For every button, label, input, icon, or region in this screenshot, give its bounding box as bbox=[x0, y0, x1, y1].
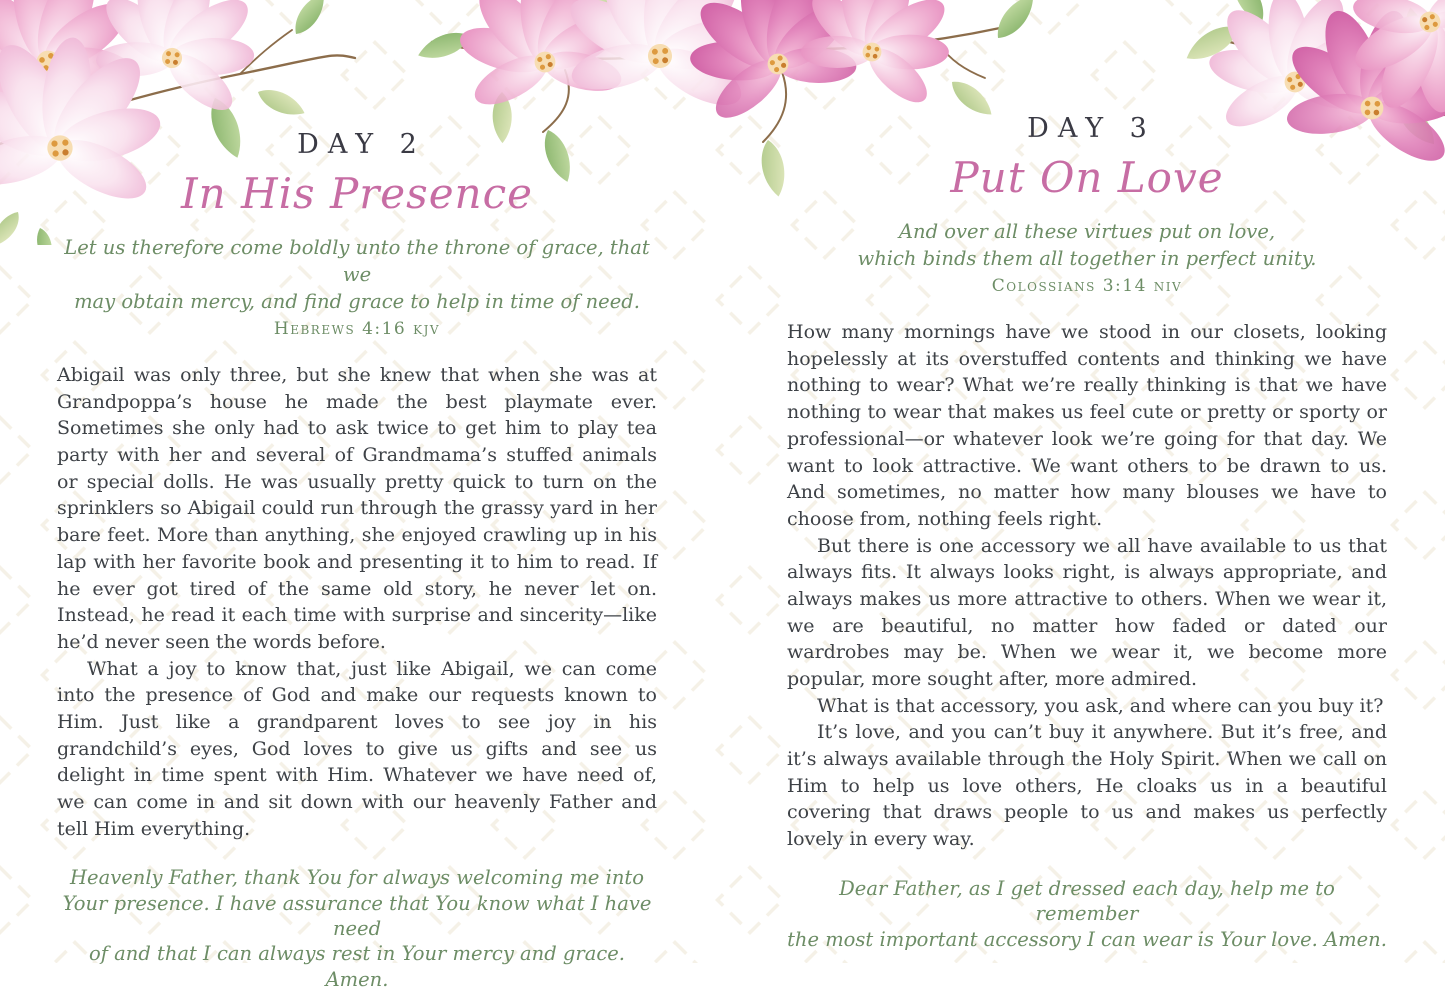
paragraph: How many mornings have we stood in our closets, looking hopelessly at its overstuffed contents and thinking we have nothing to wear? What we’re really thinking is that we have nothing to wear that makes us feel cute or pretty or sporty or professional—or whatever look we’re going for that day. We want to look attractive. We want others to be drawn to us. And sometimes, no matter how many blouses we have to choose from, nothing feels right. bbox=[787, 321, 1387, 530]
paragraph: But there is one accessory we all have available to us that always fits. It always looks right, is always appropriate, and always makes us more attractive to others. When we wear it, we are beautiful, no matter how faded or dated our wardrobes may be. When we wear it, we become more popular, more sought after, more admired. bbox=[787, 534, 1387, 691]
paragraph: What a joy to know that, just like Abigail, we can come into the presence of God and make our requests known to Him. Just like a grandparent loves to see joy in his grandchild’s eyes, God loves to give us gifts and see us delight in time spent with Him. Whatever we have need of, we can come in and sit down with our heavenly Father and tell Him everything. bbox=[57, 657, 657, 840]
devotion-title: In His Presence bbox=[181, 169, 533, 218]
scripture-verse bbox=[57, 235, 657, 316]
day-label: DAY 3 bbox=[1027, 113, 1156, 144]
prayer-line: the most important accessory I can wear is Your love. Amen. bbox=[787, 927, 1387, 951]
page-day-3 bbox=[787, 0, 1387, 952]
scripture-reference: Hebrews 4:16 kjv bbox=[273, 319, 441, 340]
prayer-line: Heavenly Father, thank You for always welcoming me into bbox=[70, 866, 644, 890]
scripture-verse bbox=[787, 219, 1387, 273]
devotion-title: Put On Love bbox=[950, 153, 1224, 202]
devotion-body bbox=[787, 319, 1387, 853]
scripture-reference: Colossians 3:14 niv bbox=[991, 276, 1183, 297]
page-day-2 bbox=[57, 0, 657, 992]
paragraph: What is that accessory, you ask, and where can you buy it? bbox=[817, 694, 1384, 717]
closing-prayer bbox=[57, 865, 657, 992]
day-label: DAY 2 bbox=[297, 129, 426, 160]
closing-prayer bbox=[787, 876, 1387, 952]
devotion-body bbox=[57, 362, 657, 842]
paragraph: Abigail was only three, but she knew that when she was at Grandpoppa’s house he made the best playmate ever. Sometimes she only had to ask twice to get him to play tea party with her and several of Grandmama’s stuffed animals or special dolls. He was usually pretty quick to turn on the sprinklers so Abigail could run through the grassy yard in her bare feet. More than anything, she enjoyed crawling up in his lap with her favorite book and presenting it to him to read. If he ever got tired of the same old story, he never let on. Instead, he read it each time with surprise and sincerity—like he’d never seen the words before. bbox=[57, 364, 657, 653]
prayer-line: Dear Father, as I get dressed each day, help me to remember bbox=[839, 876, 1335, 926]
prayer-line: of and that I can always rest in Your mercy and grace. Amen. bbox=[88, 942, 626, 991]
verse-line: may obtain mercy, and find grace to help in time of need. bbox=[74, 290, 640, 314]
paragraph: It’s love, and you can’t buy it anywhere. But it’s free, and it’s always available through the Holy Spirit. When we call on Him to help us love others, He cloaks us in a beautiful covering that draws people to us and makes us perfectly lovely in every way. bbox=[787, 721, 1387, 851]
verse-line: And over all these virtues put on love, bbox=[898, 220, 1276, 244]
verse-line: which binds them all together in perfect unity. bbox=[857, 247, 1317, 271]
prayer-line: Your presence. I have assurance that You know what I have need bbox=[62, 891, 652, 941]
verse-line: Let us therefore come boldly unto the throne of grace, that we bbox=[64, 236, 650, 287]
